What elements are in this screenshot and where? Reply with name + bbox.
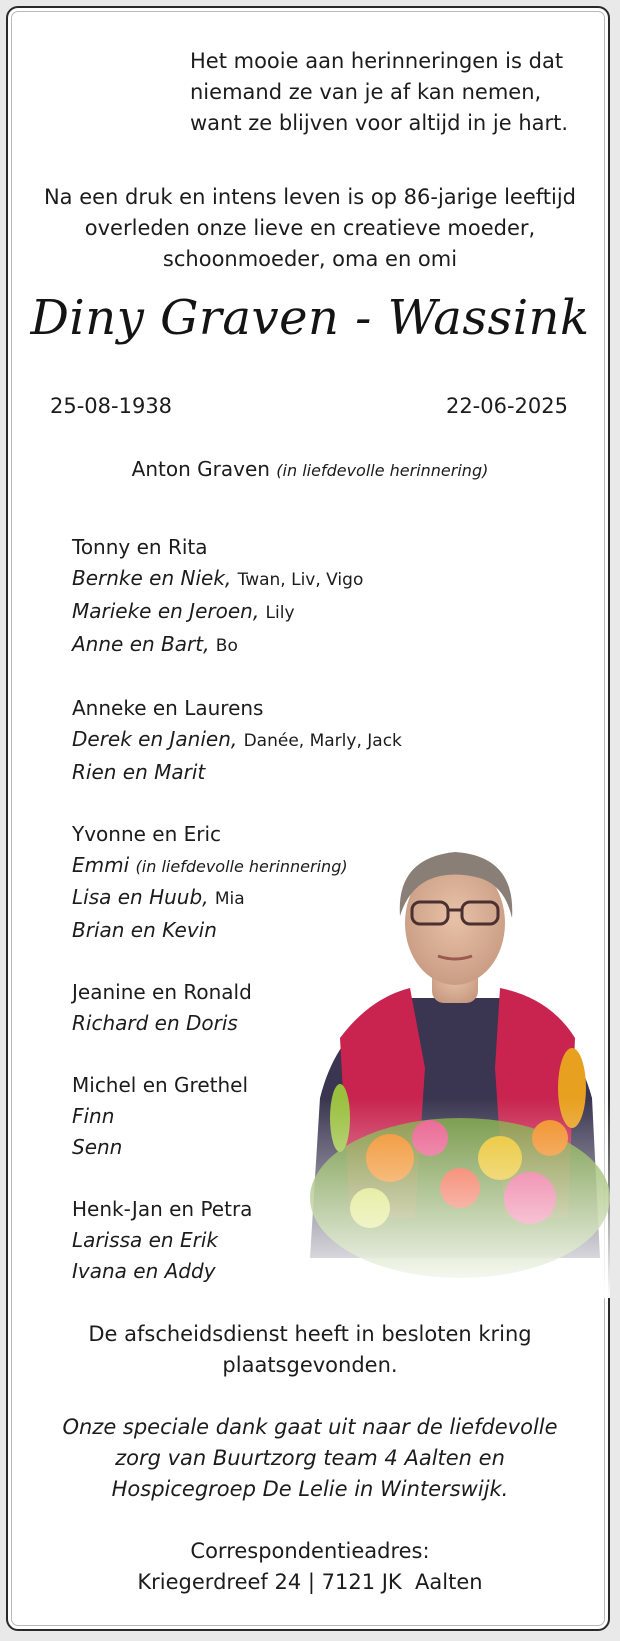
family-head: Henk-Jan en Petra [72,1197,253,1221]
couple-name: Larissa en Erik [72,1228,218,1252]
service-line: plaatsgevonden. [222,1353,398,1377]
family-row [72,757,392,788]
memorial-note: (in liefdevolle herinnering) [135,857,348,876]
service-line: De afscheidsdienst heeft in besloten kring [88,1322,532,1346]
children-names: Mia [214,889,245,909]
thanks-text [40,1412,580,1505]
intro-line: overleden onze lieve en creatieve moeder, [84,216,536,240]
correspondence-address [40,1536,580,1598]
family-head: Jeanine en Ronald [72,980,252,1004]
birth-date: 25-08-1938 [50,394,173,418]
service-notice [40,1319,580,1381]
family-head: Michel en Grethel [72,1073,249,1097]
couple-name: Brian en Kevin [72,918,217,942]
portrait-photo [300,838,610,1298]
partner-note: (in liefdevolle herinnering) [276,461,489,480]
quote-line: niemand ze van je af kan nemen, [190,80,542,104]
family-row [72,724,402,757]
couple-name: Derek en Janien, [72,727,238,751]
family-head: Yvonne en Eric [72,822,222,846]
thanks-line: Onze speciale dank gaat uit naar de liefdevolle [62,1415,558,1439]
family-row [72,563,392,596]
couple-name: Rien en Marit [72,760,206,784]
family-head: Anneke en Laurens [72,696,264,720]
couple-name: Lisa en Huub, [72,885,209,909]
family-row [72,629,392,662]
children-names: Bo [215,636,238,656]
couple-name: Ivana en Addy [72,1259,216,1283]
family-group [72,532,392,662]
couple-name: Anne en Bart, [72,632,210,656]
children-names: Twan, Liv, Vigo [237,570,364,590]
couple-name: Finn [72,1104,115,1128]
correspondence-address-line: Kriegerdreef 24 | 7121 JK Aalten [137,1570,483,1594]
partner-name: Anton Graven [131,457,270,481]
family-head: Tonny en Rita [72,535,208,559]
deceased-name: Diny Graven - Wassink [30,290,590,346]
thanks-line: Hospicegroep De Lelie in Winterswijk. [111,1477,509,1501]
children-names: Danée, Marly, Jack [243,731,402,751]
couple-name: Bernke en Niek, [72,566,232,590]
partner-line [0,457,620,481]
intro-line: schoonmoeder, oma en omi [162,247,458,271]
announcement-text [30,182,590,275]
death-date: 22-06-2025 [445,394,568,418]
couple-name: Emmi [72,853,130,877]
children-names: Lily [265,603,295,623]
memorial-quote [190,46,590,139]
intro-line: Na een druk en intens leven is op 86-jarige leeftijd [43,185,577,209]
family-row [72,596,392,629]
quote-line: want ze blijven voor altijd in je hart. [190,111,569,135]
quote-line: Het mooie aan herinneringen is dat [190,49,564,73]
family-group [72,693,402,788]
couple-name: Senn [72,1135,123,1159]
correspondence-label: Correspondentieadres: [190,1539,430,1563]
couple-name: Richard en Doris [72,1011,238,1035]
couple-name: Marieke en Jeroen, [72,599,260,623]
thanks-line: zorg van Buurtzorg team 4 Aalten en [115,1446,505,1470]
